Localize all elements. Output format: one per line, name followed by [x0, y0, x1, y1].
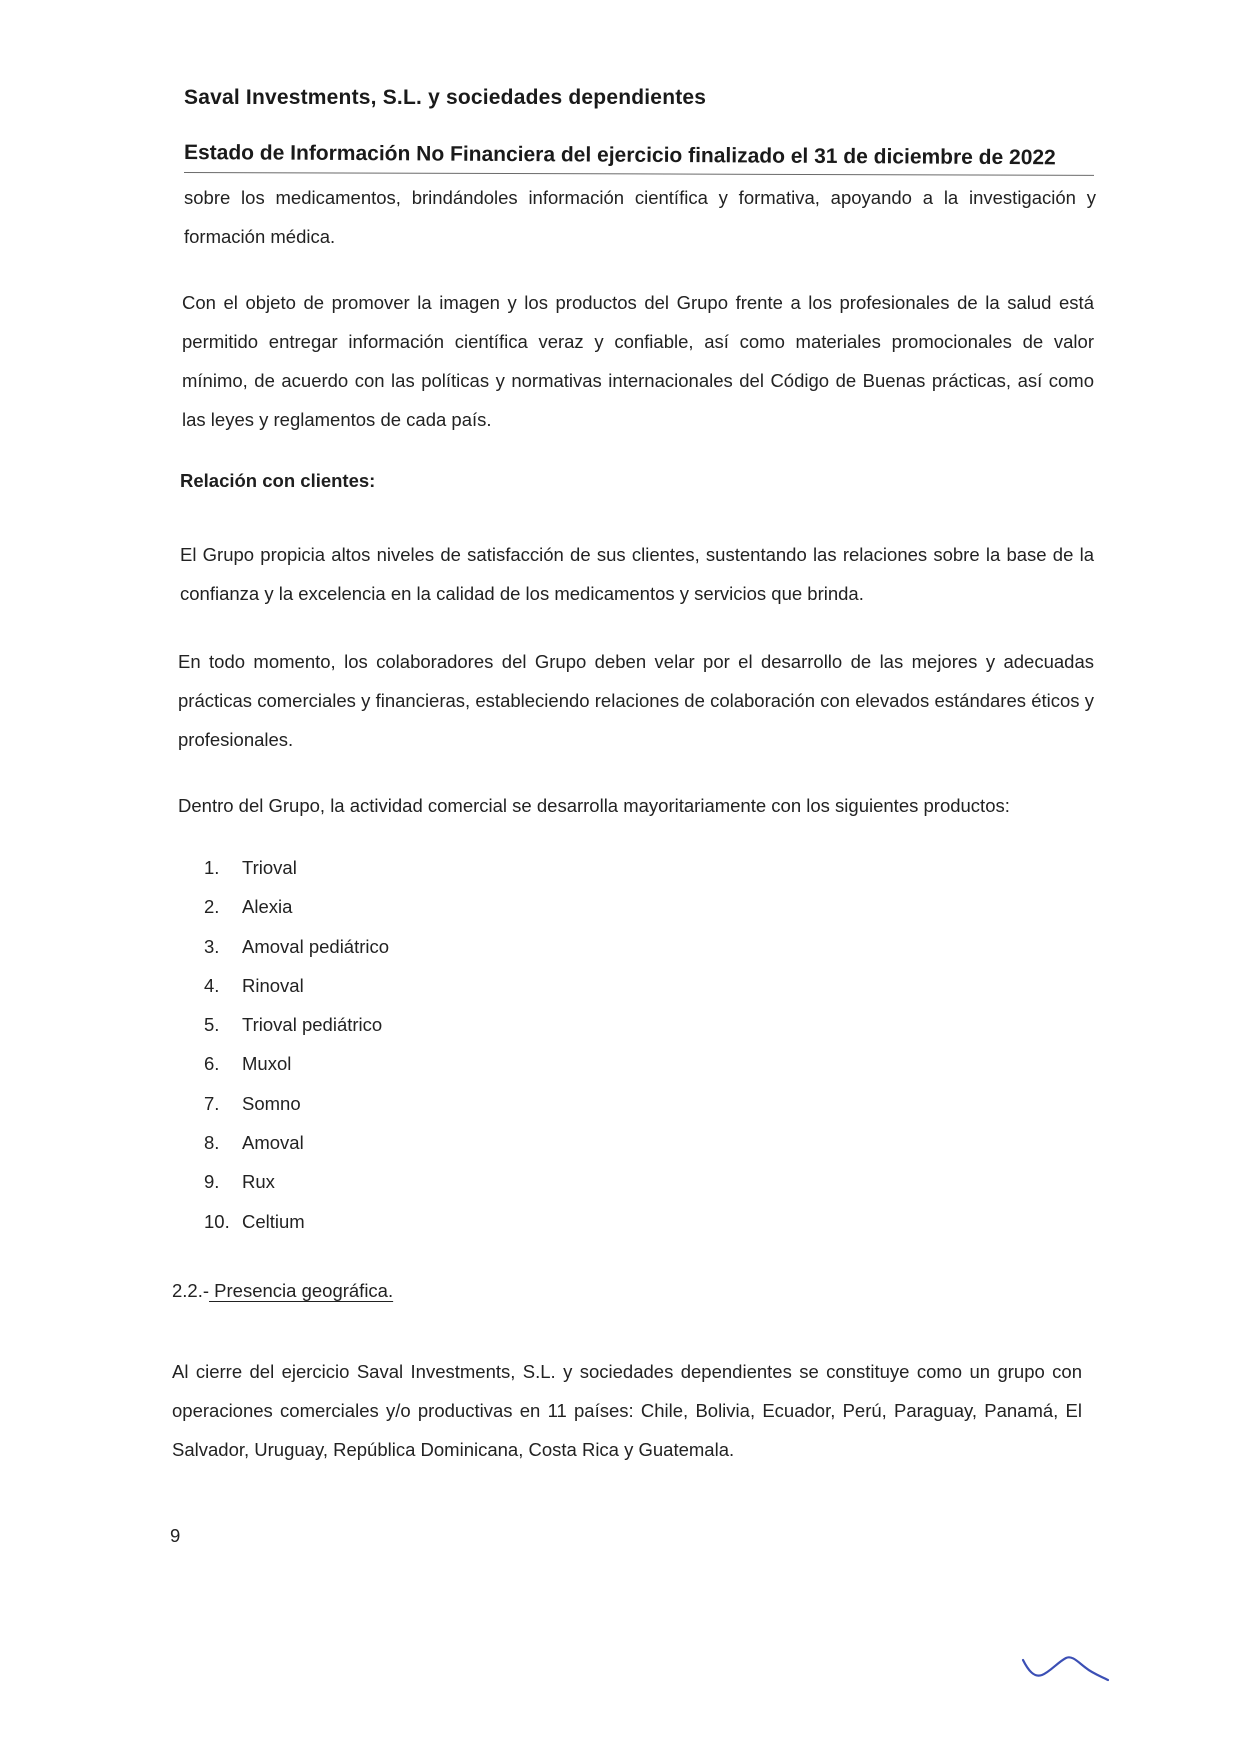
list-item-number: 3. — [204, 935, 220, 957]
list-item-number: 5. — [204, 1014, 220, 1036]
paragraph-paises: Al cierre del ejercicio Saval Investments, S.L. y sociedades dependientes se constituye como un grupo con operaciones comerciales y/o productivas en 11 países: Chile, Bolivia, Ecuador, Perú, Paraguay, Panamá, El Salvador, Uruguay, República Dominicana, Costa Rica y Guatemala. — [172, 1361, 1082, 1460]
list-item — [204, 887, 389, 926]
list-item — [204, 1005, 389, 1044]
list-item-label: Muxol — [242, 1053, 292, 1075]
list-item — [204, 966, 389, 1005]
list-item-number: 7. — [204, 1092, 220, 1114]
heading-relacion-clientes: Relación con clientes: — [180, 470, 376, 491]
paragraph-promocion: Con el objeto de promover la imagen y los productos del Grupo frente a los profesionales de la salud está permitido entregar información científica veraz y confiable, así como materiales promocionales de valor mínimo, de acuerdo con las políticas y normativas internacionales del Código de Buenas prácticas, así como las leyes y reglamentos de cada país. — [182, 292, 1094, 430]
list-item — [204, 1084, 389, 1123]
paragraph-satisfaccion: El Grupo propicia altos niveles de satisfacción de sus clientes, sustentando las relaciones sobre la base de la confianza y la excelencia en la calidad de los medicamentos y servicios que brinda. — [180, 544, 1094, 604]
list-item — [204, 927, 389, 966]
list-item — [204, 848, 389, 887]
list-item-label: Amoval pediátrico — [242, 935, 390, 957]
list-item-number: 2. — [204, 896, 220, 918]
header-divider — [184, 172, 1094, 176]
list-item-number: 10. — [204, 1210, 230, 1232]
paragraph-colaboradores: En todo momento, los colaboradores del Grupo deben velar por el desarrollo de las mejores y adecuadas prácticas comerciales y financieras, estableciendo relaciones de colaboración con elevados estándares éticos y profesionales. — [178, 651, 1094, 750]
paragraph-productos-intro: Dentro del Grupo, la actividad comercial se desarrolla mayoritariamente con los siguientes productos: — [178, 795, 1010, 816]
list-item-number: 8. — [204, 1132, 220, 1154]
product-list — [204, 848, 389, 1241]
list-item-number: 9. — [204, 1171, 220, 1193]
list-item-number: 4. — [204, 974, 220, 996]
list-item-label: Alexia — [242, 896, 293, 918]
company-name: Saval Investments, S.L. y sociedades dependientes — [184, 86, 707, 109]
list-item-label: Trioval — [242, 857, 297, 878]
paragraph-medicamentos: sobre los medicamentos, brindándoles información científica y formativa, apoyando a la investigación y formación médica. — [184, 187, 1096, 247]
list-item-label: Somno — [242, 1092, 301, 1114]
report-title: Estado de Información No Financiera del ejercicio finalizado el 31 de diciembre de 2022 — [183, 141, 1056, 170]
signature-initials-icon — [1020, 1648, 1110, 1688]
list-item-label: Trioval pediátrico — [242, 1014, 383, 1036]
list-item-number: 6. — [204, 1053, 220, 1075]
list-item — [204, 1123, 389, 1162]
list-item — [204, 1162, 389, 1201]
list-item-label: Celtium — [242, 1210, 305, 1232]
list-item-number: 1. — [204, 857, 220, 878]
list-item-label: Amoval — [242, 1132, 304, 1154]
list-item-label: Rux — [242, 1171, 275, 1193]
section-heading-presencia — [172, 1280, 393, 1302]
list-item — [204, 1044, 389, 1083]
page-number: 9 — [170, 1525, 181, 1546]
section-title: Presencia geográfica. — [209, 1280, 394, 1301]
list-item-label: Rinoval — [242, 974, 304, 996]
list-item — [204, 1202, 389, 1241]
section-number: 2.2.- — [172, 1280, 210, 1301]
